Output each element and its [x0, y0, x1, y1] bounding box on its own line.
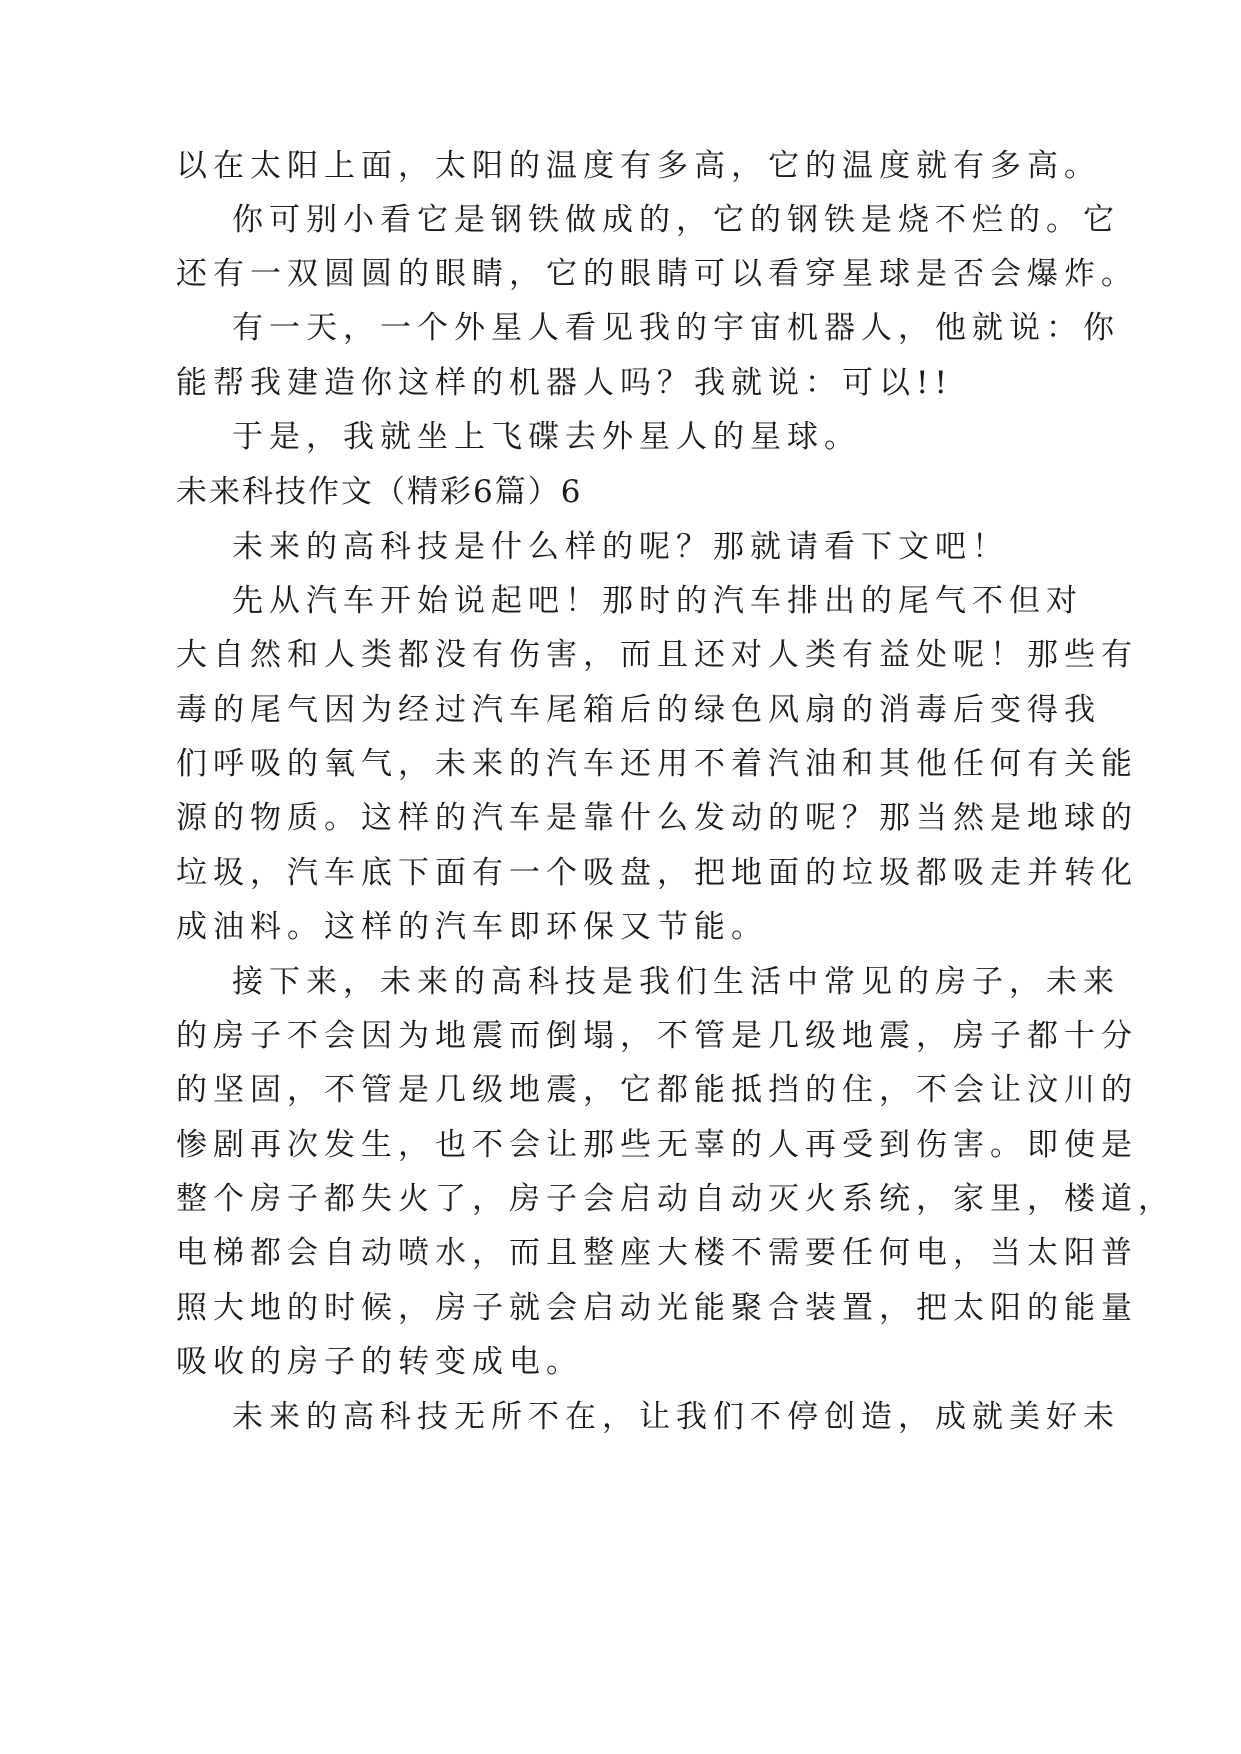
text-line: 以在太阳上面，太阳的温度有多高，它的温度就有多高。: [176, 148, 1101, 184]
text-line: 吸收的房子的转变成电。: [176, 1344, 583, 1380]
paragraph-start: 接下来，未来的高科技是我们生活中常见的房子，未来: [232, 964, 1120, 1000]
text-line: 大自然和人类都没有伤害，而且还对人类有益处呢！那些有: [176, 637, 1138, 673]
text-line: 垃圾，汽车底下面有一个吸盘，把地面的垃圾都吸走并转化: [176, 855, 1138, 891]
section-heading: 未来科技作文（精彩6篇）6: [176, 474, 583, 510]
text-line: 成油料。这样的汽车即环保又节能。: [176, 909, 768, 945]
text-line: 源的物质。这样的汽车是靠什么发动的呢？那当然是地球的: [176, 800, 1138, 836]
text-line: 惨剧再次发生，也不会让那些无辜的人再受到伤害。即使是: [176, 1127, 1138, 1163]
text-line: 照大地的时候，房子就会启动光能聚合装置，把太阳的能量: [176, 1290, 1138, 1326]
paragraph-start: 未来的高科技是什么样的呢？那就请看下文吧！: [232, 529, 1009, 565]
text-line: 电梯都会自动喷水，而且整座大楼不需要任何电，当太阳普: [176, 1235, 1138, 1271]
paragraph-start: 未来的高科技无所不在，让我们不停创造，成就美好未: [232, 1399, 1120, 1435]
text-line: 的房子不会因为地震而倒塌，不管是几级地震，房子都十分: [176, 1018, 1138, 1054]
text-line: 整个房子都失火了，房子会启动自动灭火系统，家里，楼道，: [176, 1181, 1175, 1217]
text-line: 还有一双圆圆的眼睛，它的眼睛可以看穿星球是否会爆炸。: [176, 256, 1138, 292]
text-line: 毒的尾气因为经过汽车尾箱后的绿色风扇的消毒后变得我: [176, 692, 1101, 728]
paragraph-start: 你可别小看它是钢铁做成的，它的钢铁是烧不烂的。它: [232, 202, 1120, 238]
paragraph-start: 于是，我就坐上飞碟去外星人的星球。: [232, 419, 861, 455]
text-line: 能帮我建造你这样的机器人吗？我就说：可以!!: [176, 365, 953, 401]
paragraph-start: 先从汽车开始说起吧！那时的汽车排出的尾气不但对: [232, 583, 1083, 619]
text-line: 们呼吸的氧气，未来的汽车还用不着汽油和其他任何有关能: [176, 746, 1138, 782]
text-line: 的坚固，不管是几级地震，它都能抵挡的住，不会让汶川的: [176, 1072, 1138, 1108]
paragraph-start: 有一天，一个外星人看见我的宇宙机器人，他就说：你: [232, 310, 1120, 346]
